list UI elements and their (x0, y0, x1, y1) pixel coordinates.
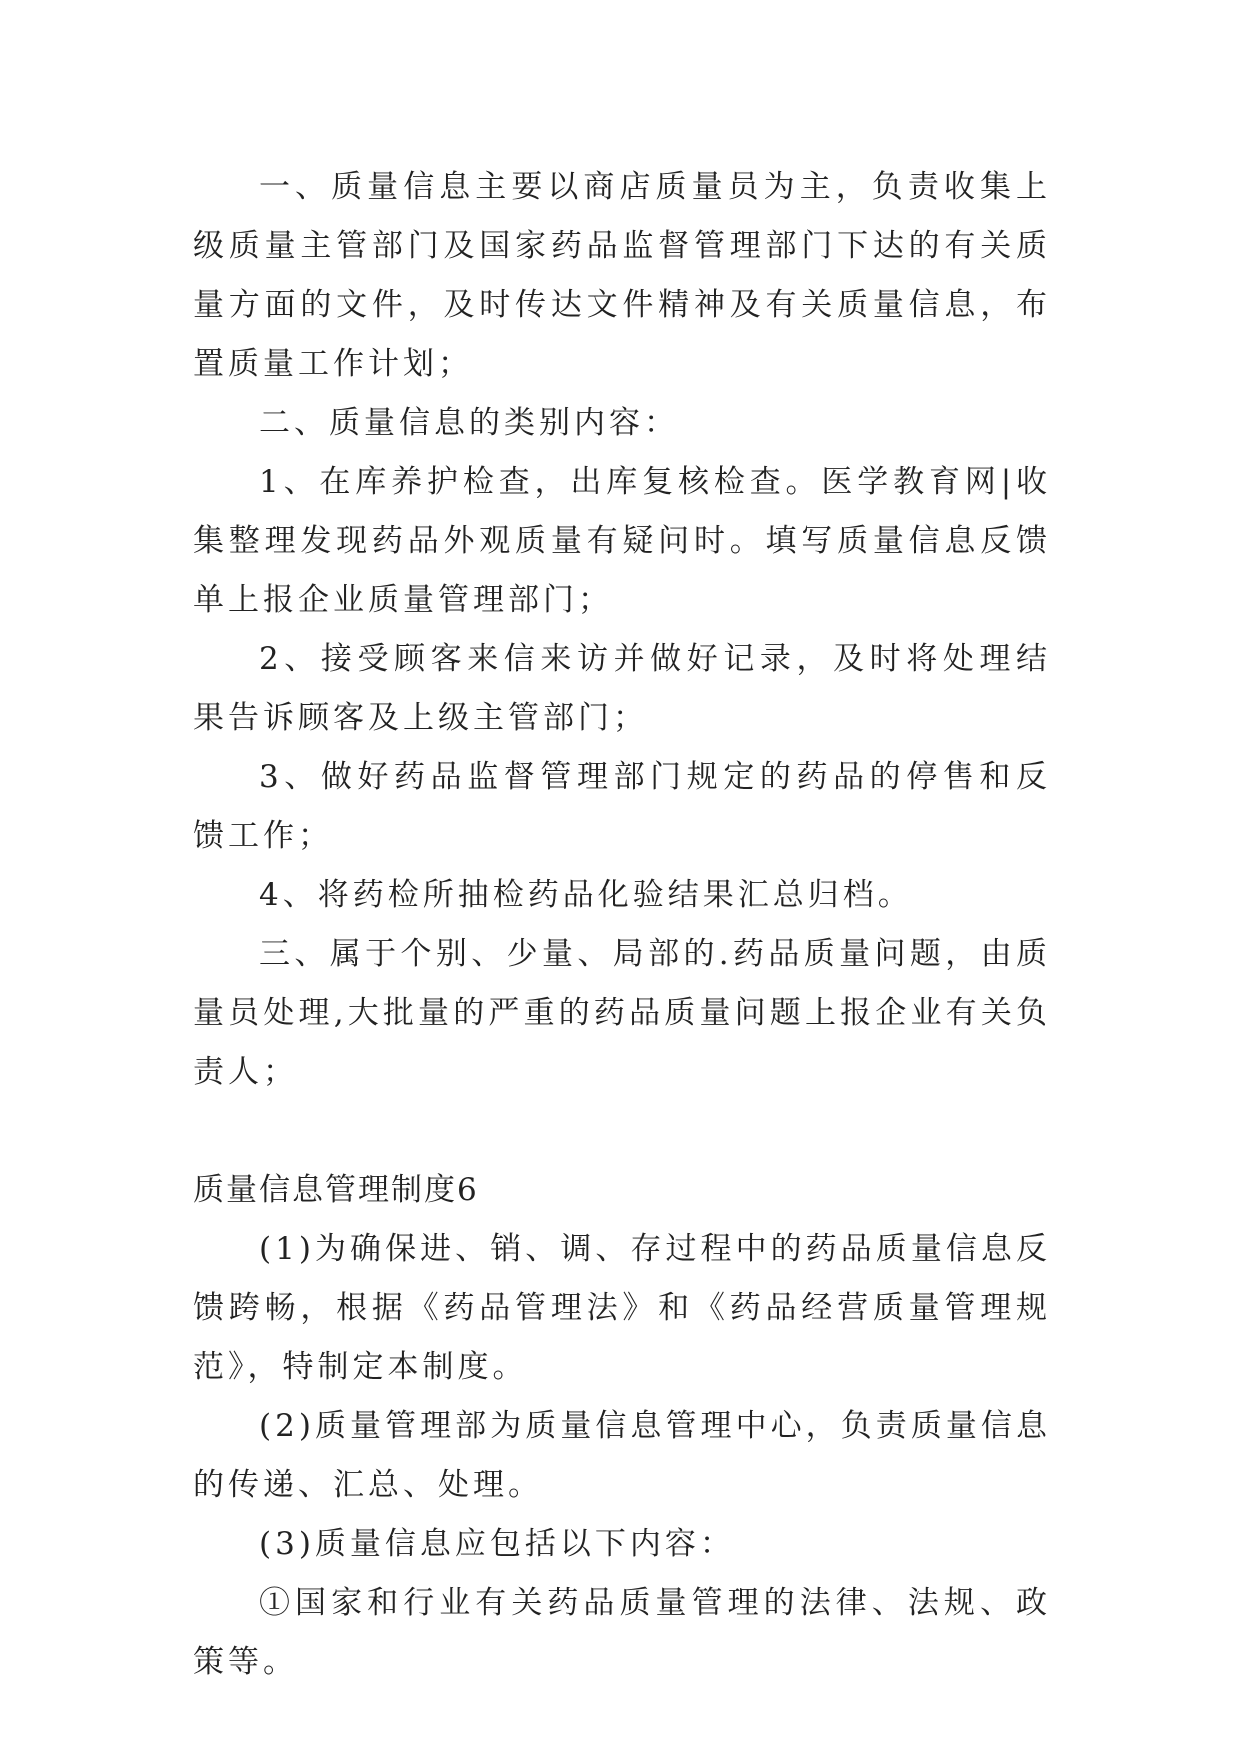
paragraph-4: 2、接受顾客来信来访并做好记录，及时将处理结果告诉顾客及上级主管部门； (193, 641, 1051, 736)
paragraph-11: ①国家和行业有关药品质量管理的法律、法规、政策等。 (193, 1585, 1051, 1680)
section-heading: 质量信息管理制度6 (193, 1172, 479, 1208)
paragraph-7: 三、属于个别、少量、局部的.药品质量问题，由质量员处理,大批量的严重的药品质量问题上报企业有关负责人； (193, 936, 1051, 1090)
paragraph-6: 4、将药检所抽检药品化验结果汇总归档。 (259, 877, 913, 913)
paragraph-1: 一、质量信息主要以商店质量员为主，负责收集上级质量主管部门及国家药品监督管理部门下达的有关质量方面的文件，及时传达文件精神及有关质量信息，布置质量工作计划； (193, 169, 1051, 382)
paragraph-3: 1、在库养护检查，出库复核检查。医学教育网|收集整理发现药品外观质量有疑问时。填写质量信息反馈单上报企业质量管理部门； (193, 464, 1051, 618)
document-body (193, 158, 1051, 1692)
paragraph-5: 3、做好药品监督管理部门规定的药品的停售和反馈工作； (193, 759, 1051, 854)
paragraph-9: (2)质量管理部为质量信息管理中心，负责质量信息的传递、汇总、处理。 (193, 1408, 1051, 1503)
paragraph-8: (1)为确保进、销、调、存过程中的药品质量信息反馈跨畅，根据《药品管理法》和《药品经营质量管理规范》，特制定本制度。 (193, 1231, 1051, 1385)
paragraph-10: (3)质量信息应包括以下内容： (259, 1526, 735, 1562)
paragraph-2: 二、质量信息的类别内容： (259, 405, 679, 441)
